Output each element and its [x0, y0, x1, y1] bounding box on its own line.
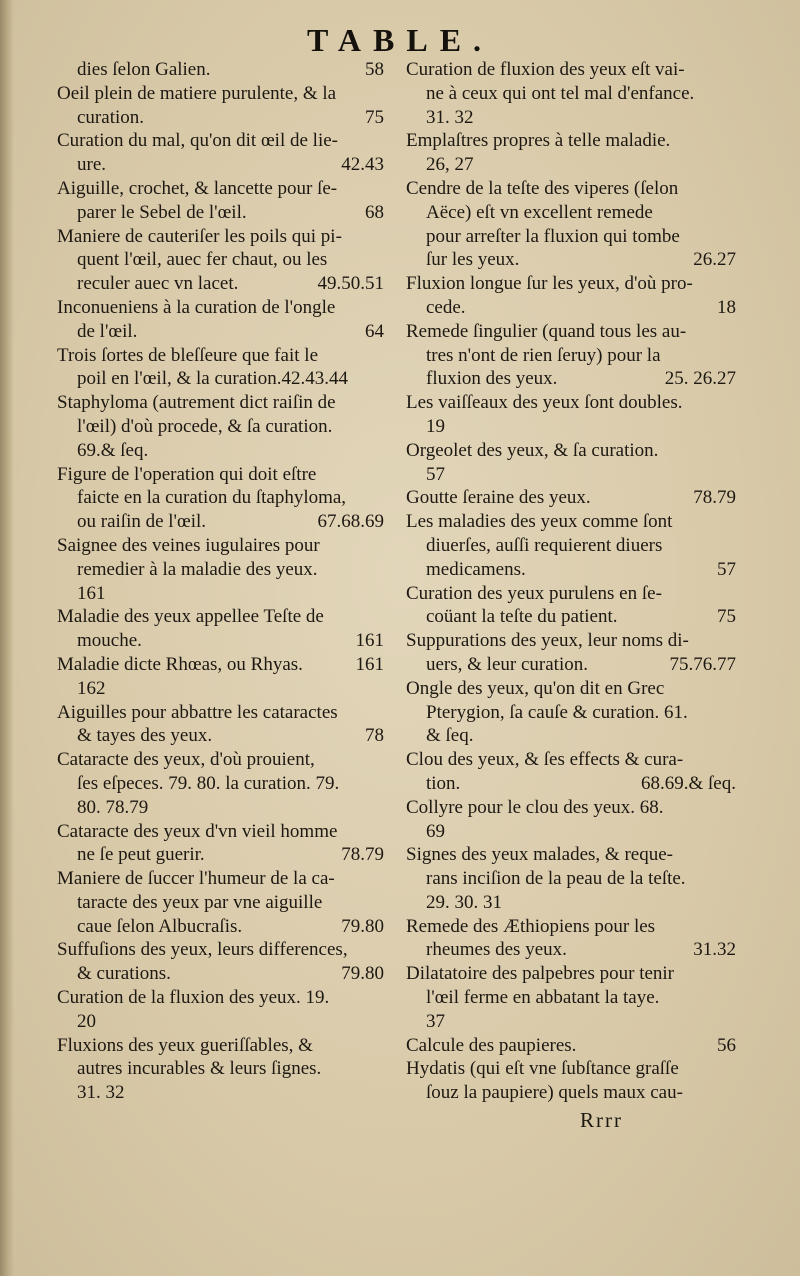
index-line: [57, 605, 384, 629]
index-line: [406, 891, 736, 915]
entry-text: Curation du mal, qu'on dit œil de lie-: [57, 130, 338, 152]
index-line: [406, 867, 736, 891]
entry-text: Signes des yeux malades, & reque-: [406, 844, 673, 866]
entry-text: uers, & leur curation.: [426, 653, 588, 675]
index-line: [406, 320, 736, 344]
index-line: [406, 106, 736, 130]
index-line: [406, 915, 736, 939]
index-entry: [406, 796, 736, 844]
index-entry: [57, 129, 384, 177]
entry-text: caue ſelon Albucraſis.: [77, 915, 243, 937]
index-line: [406, 701, 736, 725]
index-line: [406, 724, 736, 748]
index-line: [406, 391, 736, 415]
entry-text: poil en l'œil, & la curation.42.43.44: [77, 368, 348, 390]
page-reference: 31.32: [693, 939, 736, 961]
entry-text: Remede ſingulier (quand tous les au-: [406, 320, 687, 342]
index-line: [406, 1010, 736, 1034]
index-entry: [57, 1034, 384, 1105]
index-line: [406, 82, 736, 106]
entry-text: Trois ſortes de bleſſeure que fait le: [57, 344, 319, 366]
index-line: [406, 843, 736, 867]
entry-text: Goutte ſeraine des yeux.: [406, 487, 591, 509]
binding-gutter: [0, 0, 14, 1276]
index-entry: [57, 534, 384, 605]
entry-text: 29. 30. 31: [426, 891, 502, 913]
index-entry: [57, 344, 384, 392]
entry-text: 19: [426, 415, 445, 437]
index-line: [57, 510, 384, 534]
entry-text: ne à ceux qui ont tel mal d'enfance.: [426, 82, 695, 104]
index-entry: [57, 938, 384, 986]
page-reference: 79.80: [341, 963, 384, 985]
entry-text: 37: [426, 1010, 445, 1032]
index-entry: [57, 820, 384, 868]
index-line: [406, 177, 736, 201]
index-line: [57, 344, 384, 368]
entry-text: mouche.: [77, 630, 142, 652]
entry-text: remedier à la maladie des yeux.: [77, 558, 318, 580]
entry-text: & ſeq.: [426, 725, 474, 747]
index-entry: [406, 58, 736, 129]
index-line: [57, 558, 384, 582]
index-line: [57, 1057, 384, 1081]
index-entry: [57, 867, 384, 938]
signature-mark: Rrrr: [580, 1108, 623, 1132]
index-line: [406, 272, 736, 296]
index-line: [57, 867, 384, 891]
page-reference: 64: [365, 320, 384, 342]
entry-text: Suppurations des yeux, leur noms di-: [406, 630, 689, 652]
entry-text: Staphyloma (autrement dict raiſin de: [57, 392, 336, 414]
entry-text: autres incurables & leurs ſignes.: [77, 1058, 322, 1080]
entry-text: Curation des yeux purulens en ſe-: [406, 582, 662, 604]
index-line: [57, 439, 384, 463]
entry-text: l'œil) d'où procede, & ſa curation.: [77, 415, 333, 437]
entry-text: ure.: [77, 154, 107, 176]
index-entry: [406, 486, 736, 510]
index-line: [57, 962, 384, 986]
index-line: [406, 558, 736, 582]
entry-text: Fluxion longue ſur les yeux, d'où pro-: [406, 273, 693, 295]
index-line: [406, 582, 736, 606]
index-entry: [406, 1057, 736, 1105]
index-line: [406, 653, 736, 677]
entry-text: tion.: [426, 772, 461, 794]
index-entry: [406, 748, 736, 796]
page-reference: 79.80: [341, 915, 384, 937]
entry-text: Clou des yeux, & ſes effects & cura-: [406, 749, 684, 771]
index-entry: [406, 177, 736, 272]
entry-text: Cataracte des yeux, d'où prouient,: [57, 749, 315, 771]
index-entry: [406, 129, 736, 177]
index-entry: [406, 439, 736, 487]
page-reference: 58: [365, 59, 384, 80]
running-head: TABLE.: [306, 22, 494, 58]
index-line: [57, 225, 384, 249]
index-line: [406, 344, 736, 368]
entry-text: Suffuſions des yeux, leurs differences,: [57, 939, 348, 961]
index-line: [57, 534, 384, 558]
index-line: [406, 748, 736, 772]
page-reference: 68: [365, 201, 384, 223]
index-line: [57, 486, 384, 510]
entry-text: ſouz la paupiere) quels maux cau-: [426, 1082, 683, 1104]
index-line: [57, 367, 384, 391]
index-entry: [57, 58, 384, 82]
index-entry: [57, 391, 384, 462]
index-line: [57, 582, 384, 606]
entry-text: reculer auec vn lacet.: [77, 273, 239, 295]
entry-text: Curation de la fluxion des yeux. 19.: [57, 987, 330, 1009]
index-line: [406, 796, 736, 820]
index-entry: [406, 510, 736, 581]
entry-text: pour arreſter la fluxion qui tombe: [426, 225, 680, 247]
index-entry: [406, 915, 736, 963]
index-line: [406, 510, 736, 534]
index-line: [57, 106, 384, 130]
index-entry: [57, 701, 384, 749]
index-entry: [406, 962, 736, 1033]
entry-text: rheumes des yeux.: [426, 939, 567, 961]
index-entry: [406, 677, 736, 748]
index-entry: [406, 391, 736, 439]
entry-text: 80. 78.79: [77, 796, 149, 818]
entry-text: 26, 27: [426, 154, 474, 176]
page-reference: 49.50.51: [317, 273, 384, 295]
index-line: [57, 1081, 384, 1105]
index-line: [57, 1034, 384, 1058]
index-entry: [57, 748, 384, 819]
index-entry: [57, 296, 384, 344]
entry-text: quent l'œil, auec fer chaut, ou les: [77, 249, 328, 271]
index-line: [57, 391, 384, 415]
entry-text: coüant la teſte du patient.: [426, 606, 618, 628]
entry-text: Maniere de cauteriſer les poils qui pi-: [57, 225, 342, 247]
entry-text: & curations.: [77, 963, 171, 985]
index-line: [406, 296, 736, 320]
index-entry: [406, 1034, 736, 1058]
entry-text: ſes eſpeces. 79. 80. la curation. 79.: [77, 772, 340, 794]
entry-text: Orgeolet des yeux, & ſa curation.: [406, 439, 659, 461]
index-line: [57, 248, 384, 272]
page-reference: 42.43: [341, 154, 384, 176]
index-entry: [406, 582, 736, 630]
page-reference: 26.27: [693, 249, 736, 271]
index-line: [406, 605, 736, 629]
index-line: [406, 629, 736, 653]
index-entry: [406, 272, 736, 320]
entry-text: Cendre de la teſte des viperes (ſelon: [406, 177, 679, 199]
index-line: [57, 153, 384, 177]
entry-text: tres n'ont de rien ſeruy) pour la: [426, 344, 661, 366]
entry-text: Saignee des veines iugulaires pour: [57, 534, 320, 556]
page-reference: 161: [355, 630, 384, 652]
index-line: [57, 796, 384, 820]
index-line: [406, 534, 736, 558]
entry-text: Collyre pour le clou des yeux. 68.: [406, 796, 664, 818]
entry-text: & tayes des yeux.: [77, 725, 213, 747]
entry-text: Maladie dicte Rhœas, ou Rhyas.: [57, 653, 303, 675]
index-line: [406, 1081, 736, 1105]
index-line: [406, 772, 736, 796]
index-line: [406, 463, 736, 487]
entry-text: ſur les yeux.: [426, 249, 520, 271]
index-line: [57, 891, 384, 915]
entry-text: diuerſes, auſſi requierent diuers: [426, 534, 663, 556]
entry-text: Maniere de ſuccer l'humeur de la ca-: [57, 868, 335, 890]
index-line: [406, 486, 736, 510]
entry-text: ou raiſin de l'œil.: [77, 511, 207, 533]
index-line: [57, 748, 384, 772]
entry-text: taracte des yeux par vne aiguille: [77, 891, 323, 913]
entry-text: dies ſelon Galien.: [77, 59, 211, 80]
page-reference: 78: [365, 725, 384, 747]
page-reference: 75: [717, 606, 736, 628]
index-entry: [406, 320, 736, 391]
entry-text: Les vaiſſeaux des yeux ſont doubles.: [406, 392, 683, 414]
entry-text: Emplaſtres propres à telle maladie.: [406, 130, 671, 152]
index-line: [57, 177, 384, 201]
index-line: [57, 820, 384, 844]
index-line: [406, 58, 736, 82]
index-line: [57, 677, 384, 701]
index-line: [57, 653, 384, 677]
index-line: [57, 1010, 384, 1034]
index-line: [57, 82, 384, 106]
entry-text: medicamens.: [426, 558, 526, 580]
entry-text: Maladie des yeux appellee Teſte de: [57, 606, 324, 628]
right-column: [406, 58, 736, 1105]
entry-text: Aiguilles pour abbattre les cataractes: [57, 701, 338, 723]
index-entry: [57, 225, 384, 296]
index-line: [406, 938, 736, 962]
index-line: [57, 629, 384, 653]
index-line: [406, 962, 736, 986]
page-reference: 75.76.77: [669, 653, 736, 675]
entry-text: Hydatis (qui eſt vne ſubſtance graſſe: [406, 1058, 679, 1080]
index-line: [406, 677, 736, 701]
index-line: [406, 1057, 736, 1081]
entry-text: cede.: [426, 296, 466, 318]
index-line: [57, 415, 384, 439]
index-entry: [57, 605, 384, 653]
page-reference: 78.79: [341, 844, 384, 866]
entry-text: 57: [426, 463, 445, 485]
index-line: [57, 843, 384, 867]
page-reference: 68.69.& ſeq.: [641, 772, 736, 794]
entry-text: 69: [426, 820, 445, 842]
entry-text: Fluxions des yeux gueriſſables, &: [57, 1034, 313, 1056]
index-line: [406, 820, 736, 844]
entry-text: de l'œil.: [77, 320, 138, 342]
index-entry: [57, 463, 384, 534]
page-reference: 75: [365, 106, 384, 128]
index-line: [57, 320, 384, 344]
entry-text: Dilatatoire des palpebres pour tenir: [406, 963, 675, 985]
index-line: [406, 439, 736, 463]
index-line: [57, 296, 384, 320]
entry-text: Ongle des yeux, qu'on dit en Grec: [406, 677, 665, 699]
index-line: [57, 772, 384, 796]
entry-text: 31. 32: [77, 1082, 125, 1104]
entry-text: Cataracte des yeux d'vn vieil homme: [57, 820, 338, 842]
index-line: [57, 938, 384, 962]
entry-text: Les maladies des yeux comme ſont: [406, 511, 673, 533]
entry-text: rans inciſion de la peau de la teſte.: [426, 868, 686, 890]
index-entry: [57, 177, 384, 225]
entry-text: l'œil ferme en abbatant la taye.: [426, 987, 660, 1009]
index-line: [406, 415, 736, 439]
index-line: [57, 724, 384, 748]
entry-text: Calcule des paupieres.: [406, 1034, 577, 1056]
page-reference: 161: [355, 653, 384, 675]
left-column: [57, 58, 384, 1105]
index-line: [57, 129, 384, 153]
page-reference: 56: [717, 1034, 736, 1056]
entry-text: fluxion des yeux.: [426, 368, 558, 390]
entry-text: Aiguille, crochet, & lancette pour ſe-: [57, 177, 338, 199]
entry-text: Aëce) eſt vn excellent remede: [426, 201, 653, 223]
entry-text: Curation de fluxion des yeux eſt vai-: [406, 59, 685, 80]
index-line: [406, 153, 736, 177]
index-line: [406, 248, 736, 272]
page-reference: 57: [717, 558, 736, 580]
index-line: [406, 1034, 736, 1058]
page-reference: 67.68.69: [317, 511, 384, 533]
index-entry: [57, 986, 384, 1034]
entry-text: Remede des Æthiopiens pour les: [406, 915, 656, 937]
index-line: [406, 367, 736, 391]
entry-text: Oeil plein de matiere purulente, & la: [57, 82, 337, 104]
entry-text: Figure de l'operation qui doit eſtre: [57, 463, 317, 485]
index-entry: [406, 629, 736, 677]
entry-text: 69.& ſeq.: [77, 439, 149, 461]
entry-text: parer le Sebel de l'œil.: [77, 201, 247, 223]
entry-text: 31. 32: [426, 106, 474, 128]
entry-text: curation.: [77, 106, 145, 128]
page-reference: 78.79: [693, 487, 736, 509]
index-line: [406, 201, 736, 225]
index-line: [57, 201, 384, 225]
index-line: [406, 986, 736, 1010]
entry-text: 161: [77, 582, 106, 604]
index-line: [406, 225, 736, 249]
index-entry: [57, 82, 384, 130]
index-line: [57, 58, 384, 82]
entry-text: ne ſe peut guerir.: [77, 844, 205, 866]
index-entry: [57, 653, 384, 701]
entry-text: 162: [77, 677, 106, 699]
entry-text: Pterygion, ſa cauſe & curation. 61.: [426, 701, 688, 723]
entry-text: 20: [77, 1010, 96, 1032]
index-line: [57, 272, 384, 296]
index-line: [57, 986, 384, 1010]
page-reference: 25. 26.27: [664, 368, 736, 390]
index-line: [57, 915, 384, 939]
entry-text: faicte en la curation du ſtaphyloma,: [77, 487, 347, 509]
page-reference: 18: [717, 296, 736, 318]
index-entry: [406, 843, 736, 914]
entry-text: Inconueniens à la curation de l'ongle: [57, 296, 336, 318]
index-line: [57, 463, 384, 487]
index-line: [406, 129, 736, 153]
index-line: [57, 701, 384, 725]
